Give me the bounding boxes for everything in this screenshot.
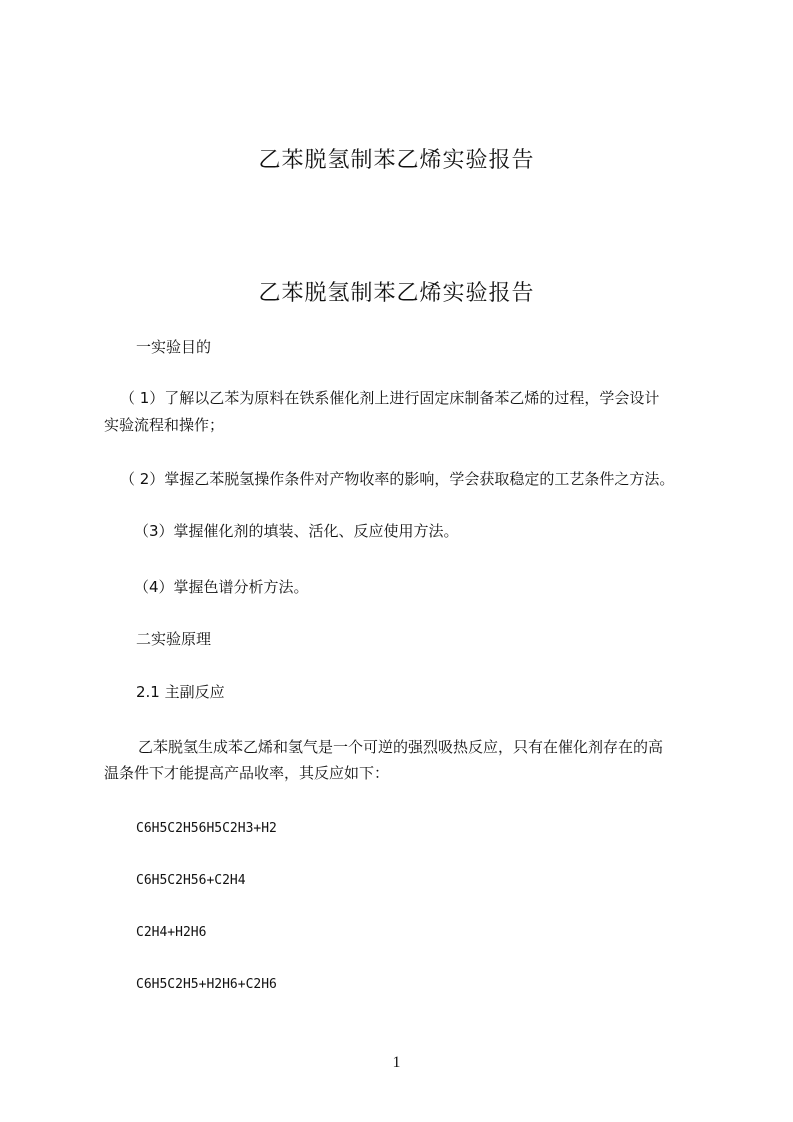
- equation-4: C6H5C2H5+H2H6+C2H6: [136, 977, 277, 992]
- purpose-item-1-line-1: （ 1）了解以乙苯为原料在铁系催化剂上进行固定床制备苯乙烯的过程，学会设计: [120, 389, 660, 407]
- section-heading-purpose: 一实验目的: [136, 338, 212, 356]
- equation-3: C2H4+H2H6: [136, 925, 207, 940]
- purpose-item-1-line-2: 实验流程和操作；: [104, 416, 225, 434]
- equation-1: C6H5C2H56H5C2H3+H2: [136, 821, 277, 836]
- section-heading-principle: 二实验原理: [136, 630, 212, 648]
- page-number: 1: [392, 1054, 401, 1071]
- main-title: 乙苯脱氢制苯乙烯实验报告: [258, 281, 535, 306]
- equation-2: C6H5C2H56+C2H4: [136, 873, 246, 888]
- principle-paragraph-line-2: 温条件下才能提高产品收率，其反应如下：: [104, 764, 390, 782]
- header-title: 乙苯脱氢制苯乙烯实验报告: [258, 148, 535, 173]
- principle-paragraph-line-1: 乙苯脱氢生成苯乙烯和氢气是一个可逆的强烈吸热反应，只有在催化剂存在的高: [138, 738, 664, 756]
- purpose-item-2: （ 2）掌握乙苯脱氢操作条件对产物收率的影响，学会获取稳定的工艺条件之方法。: [120, 470, 675, 488]
- purpose-item-3: （3）掌握催化剂的填装、活化、反应使用方法。: [134, 522, 459, 540]
- subheading-reactions: 2.1 主副反应: [136, 683, 225, 701]
- purpose-item-4: （4）掌握色谱分析方法。: [134, 578, 309, 596]
